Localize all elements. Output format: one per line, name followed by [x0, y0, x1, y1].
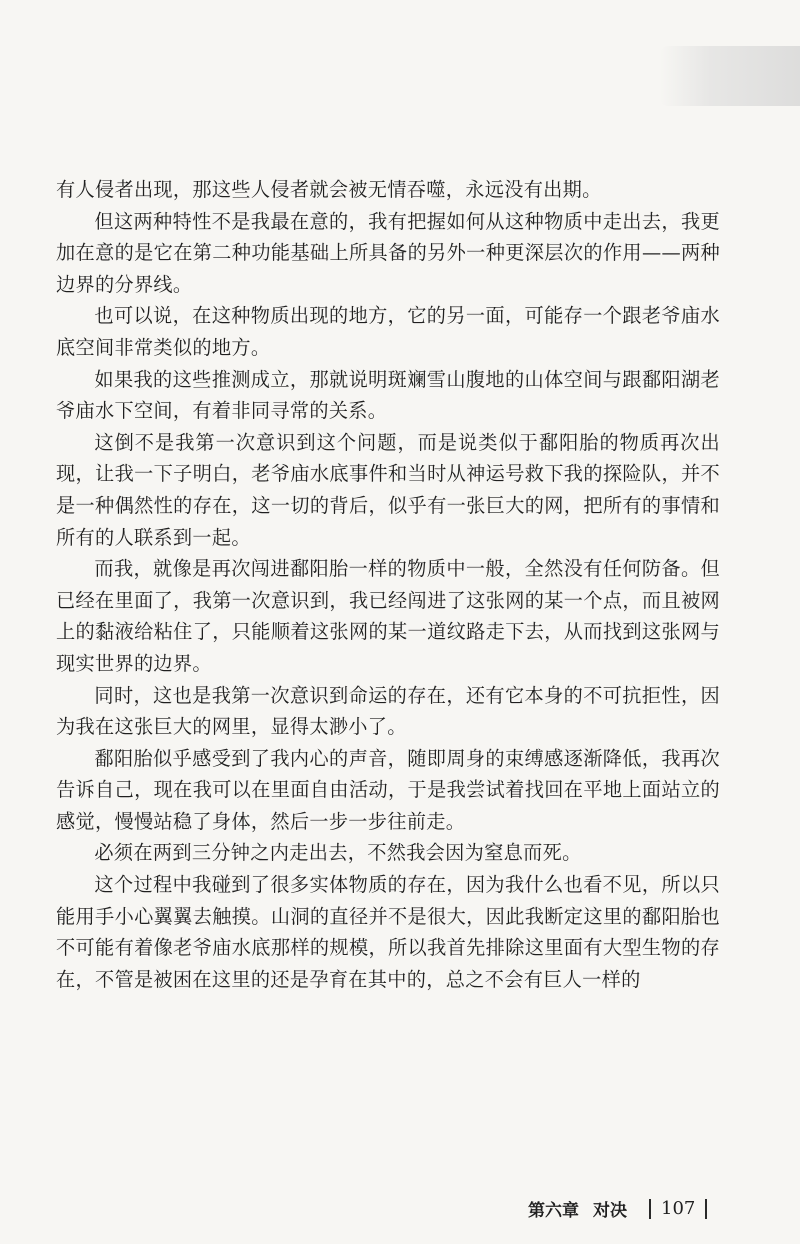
paragraph: 而我，就像是再次闯进鄱阳胎一样的物质中一般，全然没有任何防备。但已经在里面了，我第一次意识到，我已经闯进了这张网的某一个点，而且被网上的黏液给粘住了，只能顺着这张网的某一道纹路走下去，从而找到这张网与现实世界的边界。	[56, 557, 720, 675]
paragraph: 鄱阳胎似乎感受到了我内心的声音，随即周身的束缚感逐渐降低，我再次告诉自己，现在我可以在里面自由活动，于是我尝试着找回在平地上面站立的感觉，慢慢站稳了身体，然后一步一步往前走。	[56, 746, 720, 833]
footer-divider	[649, 1199, 651, 1219]
page-footer	[528, 1196, 707, 1221]
paragraph: 也可以说，在这种物质出现的地方，它的另一面，可能存一个跟老爷庙水底空间非常类似的地方。	[56, 304, 720, 359]
paragraph: 如果我的这些推测成立，那就说明斑斓雪山腹地的山体空间与跟鄱阳湖老爷庙水下空间，有着非同寻常的关系。	[56, 367, 720, 423]
chapter-title: 对决	[593, 1201, 627, 1221]
paragraph: 同时，这也是我第一次意识到命运的存在，还有它本身的不可抗拒性，因为我在这张巨大的网里，显得太渺小了。	[56, 683, 720, 739]
chapter-number: 第六章	[528, 1201, 579, 1221]
footer-divider	[705, 1199, 707, 1219]
page-number: 107	[661, 1198, 696, 1219]
paragraph: 有人侵者出现，那这些人侵者就会被无情吞噬，永远没有出期。	[56, 178, 602, 201]
header-bleed-through	[660, 46, 800, 106]
paragraph: 但这两种特性不是我最在意的，我有把握如何从这种物质中走出去，我更加在意的是它在第二种功能基础上所具备的另外一种更深层次的作用——两种边界的分界线。	[56, 209, 720, 296]
paragraph: 这个过程中我碰到了很多实体物质的存在，因为我什么也看不见，所以只能用手小心翼翼去触摸。山洞的直径并不是很大，因此我断定这里的鄱阳胎也不可能有着像老爷庙水底那样的规模，所以我首先排除这里面有大型生物的存在，不管是被困在这里的还是孕育在其中的，总之不会有巨人一样的	[56, 873, 720, 991]
paragraph: 这倒不是我第一次意识到这个问题，而是说类似于鄱阳胎的物质再次出现，让我一下子明白，老爷庙水底事件和当时从神运号救下我的探险队，并不是一种偶然性的存在，这一切的背后，似乎有一张巨大的网，把所有的事情和所有的人联系到一起。	[56, 430, 720, 549]
paragraph: 必须在两到三分钟之内走出去，不然我会因为窒息而死。	[94, 841, 582, 865]
body-text	[56, 174, 720, 995]
